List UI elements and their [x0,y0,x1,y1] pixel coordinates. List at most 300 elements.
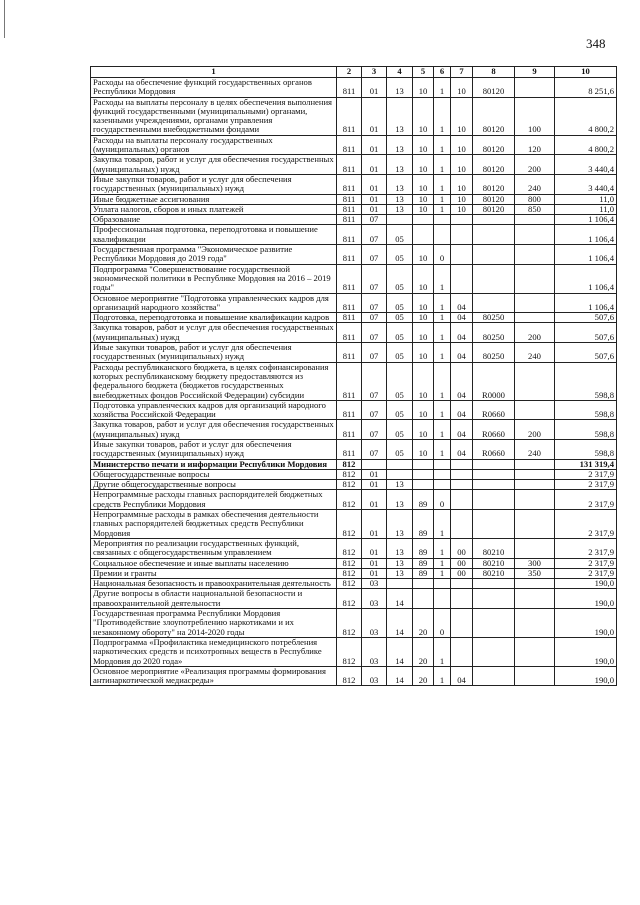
row-name-cell: Национальная безопасность и правоохранительная деятельность [91,579,337,589]
row-grbs-cell: 811 [337,194,362,204]
row-direction-cell: 80120 [473,204,515,214]
row-subsection-cell: 05 [387,343,413,363]
row-section-cell: 07 [362,293,387,313]
header-cell-6: 6 [434,67,451,78]
row-name-cell: Другие общегосударственные вопросы [91,480,337,490]
row-expense-type-cell: 850 [515,204,555,214]
row-grbs-cell: 812 [337,459,362,469]
row-subprogram-cell [434,589,451,609]
row-name-cell: Основное мероприятие "Подготовка управленческих кадров для организаций народного хозяйства" [91,293,337,313]
row-program-cell: 10 [413,400,434,420]
page-number: 348 [586,36,606,51]
row-subprogram-cell: 1 [434,538,451,558]
row-direction-cell: 80120 [473,97,515,135]
budget-table [90,66,617,686]
row-expense-type-cell: 200 [515,323,555,343]
row-section-cell: 01 [362,510,387,539]
row-subprogram-cell: 1 [434,313,451,323]
row-name-cell: Подпрограмма «Профилактика немедицинского потребления наркотических средств и психотропных веществ в Республике Мордовия до 2020 года» [91,637,337,666]
row-program-cell: 10 [413,204,434,214]
row-section-cell: 01 [362,155,387,175]
row-expense-type-cell: 120 [515,135,555,155]
row-direction-cell [473,510,515,539]
row-section-cell: 01 [362,469,387,479]
row-section-cell: 01 [362,78,387,98]
row-grbs-cell: 812 [337,510,362,539]
row-expense-type-cell [515,469,555,479]
row-subprogram-cell: 1 [434,362,451,400]
row-direction-cell [473,609,515,638]
table-row [91,579,617,589]
table-row [91,510,617,539]
row-expense-type-cell [515,579,555,589]
row-program-cell [413,589,434,609]
row-program-cell: 10 [413,343,434,363]
row-grbs-cell: 812 [337,609,362,638]
row-amount-cell: 2 317,9 [555,510,617,539]
row-event-cell: 04 [451,666,473,686]
row-amount-cell: 507,6 [555,323,617,343]
table-row [91,589,617,609]
row-direction-cell [473,293,515,313]
row-direction-cell [473,490,515,510]
row-section-cell: 01 [362,558,387,568]
row-event-cell: 10 [451,194,473,204]
row-amount-cell: 4 800,2 [555,97,617,135]
table-row [91,490,617,510]
row-grbs-cell: 812 [337,666,362,686]
row-program-cell: 89 [413,538,434,558]
row-program-cell: 10 [413,155,434,175]
row-section-cell: 01 [362,174,387,194]
row-program-cell: 89 [413,490,434,510]
row-name-cell: Государственная программа Республики Мордовия "Противодействие злоупотреблению наркотиками и их незаконному обороту" на 2014-2020 годы [91,609,337,638]
row-expense-type-cell: 200 [515,155,555,175]
row-subprogram-cell: 1 [434,510,451,539]
table-row [91,558,617,568]
row-name-cell: Непрограммные расходы в рамках обеспечения деятельности главных распорядителей бюджетных средств Республики Мордовия [91,510,337,539]
row-section-cell: 07 [362,420,387,440]
row-grbs-cell: 812 [337,579,362,589]
row-direction-cell [473,225,515,245]
row-expense-type-cell [515,225,555,245]
row-grbs-cell: 811 [337,225,362,245]
row-section-cell: 01 [362,490,387,510]
row-direction-cell: R0000 [473,362,515,400]
row-section-cell: 07 [362,400,387,420]
row-grbs-cell: 811 [337,155,362,175]
row-subprogram-cell: 1 [434,637,451,666]
row-expense-type-cell [515,245,555,265]
table-row [91,97,617,135]
row-name-cell: Закупка товаров, работ и услуг для обеспечения государственных (муниципальных) нужд [91,155,337,175]
row-program-cell [413,215,434,225]
row-subprogram-cell: 1 [434,135,451,155]
row-amount-cell: 8 251,6 [555,78,617,98]
row-program-cell: 10 [413,420,434,440]
row-section-cell: 07 [362,245,387,265]
header-cell-3: 3 [362,67,387,78]
row-subprogram-cell: 1 [434,174,451,194]
row-amount-cell: 2 317,9 [555,480,617,490]
row-subprogram-cell: 0 [434,609,451,638]
row-name-cell: Государственная программа "Экономическое развитие Республики Мордовия до 2019 года" [91,245,337,265]
table-row [91,568,617,578]
row-grbs-cell: 811 [337,215,362,225]
table-row [91,293,617,313]
row-subsection-cell: 13 [387,510,413,539]
row-amount-cell: 190,0 [555,666,617,686]
row-section-cell: 01 [362,204,387,214]
row-expense-type-cell: 350 [515,568,555,578]
row-program-cell [413,225,434,245]
row-program-cell: 20 [413,637,434,666]
row-subprogram-cell: 1 [434,323,451,343]
row-name-cell: Премии и гранты [91,568,337,578]
row-subsection-cell: 14 [387,609,413,638]
page-corner-mark [0,0,5,38]
row-subprogram-cell: 1 [434,420,451,440]
row-subprogram-cell: 1 [434,78,451,98]
row-section-cell: 07 [362,439,387,459]
row-subprogram-cell: 1 [434,439,451,459]
row-event-cell [451,245,473,265]
row-subsection-cell: 05 [387,225,413,245]
row-event-cell [451,579,473,589]
row-subsection-cell: 13 [387,558,413,568]
row-expense-type-cell [515,264,555,293]
row-direction-cell [473,637,515,666]
row-subsection-cell [387,579,413,589]
row-amount-cell: 190,0 [555,609,617,638]
row-direction-cell: 80250 [473,313,515,323]
row-expense-type-cell [515,313,555,323]
row-amount-cell: 190,0 [555,579,617,589]
row-subsection-cell [387,459,413,469]
row-expense-type-cell [515,538,555,558]
row-event-cell: 00 [451,568,473,578]
row-subsection-cell: 05 [387,323,413,343]
row-section-cell: 03 [362,579,387,589]
row-subprogram-cell: 0 [434,490,451,510]
row-direction-cell [473,215,515,225]
row-section-cell: 01 [362,568,387,578]
row-name-cell: Расходы на выплаты персоналу в целях обеспечения выполнения функций государственными (муниципальными) органами, казенными учреждениями, органами управления государственными внебюджетными фондами [91,97,337,135]
row-amount-cell: 507,6 [555,313,617,323]
table-row [91,204,617,214]
row-event-cell [451,510,473,539]
row-program-cell [413,469,434,479]
table-row [91,225,617,245]
row-name-cell: Подготовка управленческих кадров для организаций народного хозяйства Российской Федерации [91,400,337,420]
row-name-cell: Иные бюджетные ассигнования [91,194,337,204]
row-direction-cell: 80120 [473,135,515,155]
row-section-cell: 07 [362,362,387,400]
row-grbs-cell: 811 [337,293,362,313]
row-amount-cell: 190,0 [555,589,617,609]
table-row [91,155,617,175]
row-direction-cell [473,666,515,686]
row-program-cell: 10 [413,293,434,313]
row-expense-type-cell [515,293,555,313]
row-name-cell: Непрограммные расходы главных распорядителей бюджетных средств Республики Мордовия [91,490,337,510]
row-direction-cell [473,480,515,490]
row-program-cell: 10 [413,194,434,204]
row-grbs-cell: 811 [337,362,362,400]
row-grbs-cell: 811 [337,174,362,194]
row-grbs-cell: 811 [337,323,362,343]
row-subsection-cell: 14 [387,637,413,666]
row-amount-cell: 131 319,4 [555,459,617,469]
row-name-cell: Закупка товаров, работ и услуг для обеспечения государственных (муниципальных) нужд [91,323,337,343]
row-program-cell: 89 [413,510,434,539]
row-expense-type-cell [515,362,555,400]
table-row [91,174,617,194]
row-name-cell: Иные закупки товаров, работ и услуг для обеспечения государственных (муниципальных) нужд [91,439,337,459]
row-grbs-cell: 811 [337,78,362,98]
row-amount-cell: 598,8 [555,362,617,400]
row-section-cell: 03 [362,666,387,686]
row-subsection-cell: 13 [387,204,413,214]
row-program-cell: 20 [413,666,434,686]
row-expense-type-cell: 100 [515,97,555,135]
row-name-cell: Иные закупки товаров, работ и услуг для обеспечения государственных (муниципальных) нужд [91,174,337,194]
row-subprogram-cell: 0 [434,245,451,265]
row-section-cell: 07 [362,215,387,225]
row-expense-type-cell [515,666,555,686]
row-grbs-cell: 811 [337,343,362,363]
row-expense-type-cell: 300 [515,558,555,568]
row-subprogram-cell: 1 [434,293,451,313]
table-row [91,666,617,686]
row-subprogram-cell [434,215,451,225]
row-direction-cell: R0660 [473,439,515,459]
row-direction-cell [473,469,515,479]
row-program-cell [413,480,434,490]
row-amount-cell: 598,8 [555,400,617,420]
row-expense-type-cell: 240 [515,343,555,363]
row-section-cell: 07 [362,343,387,363]
row-subprogram-cell: 1 [434,194,451,204]
header-cell-4: 4 [387,67,413,78]
row-event-cell [451,480,473,490]
row-direction-cell: 80210 [473,538,515,558]
table-row [91,245,617,265]
header-cell-8: 8 [473,67,515,78]
row-subsection-cell: 13 [387,97,413,135]
row-amount-cell: 598,8 [555,420,617,440]
budget-table-body [91,67,617,686]
row-section-cell [362,459,387,469]
table-row [91,400,617,420]
row-amount-cell: 2 317,9 [555,469,617,479]
row-direction-cell: 80250 [473,323,515,343]
row-amount-cell: 1 106,4 [555,264,617,293]
table-row [91,343,617,363]
row-expense-type-cell: 240 [515,174,555,194]
row-event-cell [451,459,473,469]
row-grbs-cell: 811 [337,420,362,440]
table-header-row [91,67,617,78]
row-grbs-cell: 812 [337,637,362,666]
row-expense-type-cell: 800 [515,194,555,204]
row-grbs-cell: 811 [337,400,362,420]
row-subsection-cell: 13 [387,78,413,98]
row-subsection-cell: 14 [387,666,413,686]
row-name-cell: Расходы на обеспечение функций государственных органов Республики Мордовия [91,78,337,98]
row-amount-cell: 1 106,4 [555,245,617,265]
row-name-cell: Мероприятия по реализации государственных функций, связанных с общегосударственным управлением [91,538,337,558]
row-section-cell: 07 [362,264,387,293]
row-direction-cell: R0660 [473,420,515,440]
row-section-cell: 01 [362,480,387,490]
row-amount-cell: 3 440,4 [555,174,617,194]
row-direction-cell [473,459,515,469]
row-event-cell: 10 [451,97,473,135]
row-subprogram-cell: 1 [434,343,451,363]
row-event-cell [451,215,473,225]
row-amount-cell: 2 317,9 [555,538,617,558]
row-subsection-cell: 05 [387,293,413,313]
row-expense-type-cell [515,400,555,420]
row-subsection-cell: 13 [387,538,413,558]
header-cell-9: 9 [515,67,555,78]
row-event-cell [451,264,473,293]
row-subsection-cell: 05 [387,264,413,293]
row-program-cell: 89 [413,568,434,578]
row-subsection-cell: 13 [387,568,413,578]
row-subsection-cell: 13 [387,490,413,510]
row-event-cell [451,225,473,245]
row-expense-type-cell [515,490,555,510]
row-program-cell: 10 [413,313,434,323]
row-program-cell [413,459,434,469]
row-event-cell: 10 [451,135,473,155]
row-subsection-cell [387,469,413,479]
row-subprogram-cell [434,579,451,589]
row-program-cell: 10 [413,245,434,265]
row-event-cell: 04 [451,439,473,459]
row-event-cell [451,469,473,479]
row-event-cell: 04 [451,362,473,400]
row-subprogram-cell: 1 [434,97,451,135]
row-direction-cell: R0660 [473,400,515,420]
row-grbs-cell: 812 [337,480,362,490]
row-event-cell: 00 [451,558,473,568]
row-amount-cell: 1 106,4 [555,293,617,313]
row-name-cell: Уплата налогов, сборов и иных платежей [91,204,337,214]
row-grbs-cell: 811 [337,97,362,135]
row-expense-type-cell [515,589,555,609]
row-subsection-cell: 13 [387,174,413,194]
row-event-cell [451,490,473,510]
row-subsection-cell: 13 [387,480,413,490]
row-name-cell: Министерство печати и информации Республики Мордовия [91,459,337,469]
header-cell-7: 7 [451,67,473,78]
row-subprogram-cell: 1 [434,400,451,420]
row-event-cell [451,637,473,666]
row-name-cell: Подготовка, переподготовка и повышение квалификации кадров [91,313,337,323]
table-row [91,459,617,469]
row-section-cell: 03 [362,637,387,666]
row-expense-type-cell [515,459,555,469]
row-direction-cell: 80120 [473,155,515,175]
row-expense-type-cell [515,637,555,666]
row-program-cell: 10 [413,97,434,135]
row-name-cell: Профессиональная подготовка, переподготовка и повышение квалификации [91,225,337,245]
header-cell-5: 5 [413,67,434,78]
table-row [91,215,617,225]
row-subprogram-cell [434,469,451,479]
row-amount-cell: 2 317,9 [555,568,617,578]
row-name-cell: Общегосударственные вопросы [91,469,337,479]
row-program-cell: 10 [413,78,434,98]
row-expense-type-cell [515,480,555,490]
row-grbs-cell: 812 [337,469,362,479]
row-section-cell: 07 [362,323,387,343]
row-subsection-cell: 05 [387,245,413,265]
row-expense-type-cell [515,78,555,98]
row-name-cell: Закупка товаров, работ и услуг для обеспечения государственных (муниципальных) нужд [91,420,337,440]
row-grbs-cell: 811 [337,135,362,155]
row-event-cell: 04 [451,400,473,420]
row-direction-cell: 80120 [473,194,515,204]
row-direction-cell: 80120 [473,174,515,194]
table-row [91,135,617,155]
row-event-cell: 04 [451,293,473,313]
table-row [91,194,617,204]
row-section-cell: 01 [362,97,387,135]
row-program-cell: 10 [413,323,434,343]
row-name-cell: Основное мероприятие «Реализация программы формирования антинаркотической медиасреды» [91,666,337,686]
header-cell-1: 1 [91,67,337,78]
row-name-cell: Социальное обеспечение и иные выплаты населению [91,558,337,568]
row-section-cell: 03 [362,589,387,609]
row-amount-cell: 11,0 [555,204,617,214]
row-grbs-cell: 811 [337,313,362,323]
row-name-cell: Расходы на выплаты персоналу государственных (муниципальных) органов [91,135,337,155]
row-section-cell: 01 [362,538,387,558]
row-grbs-cell: 811 [337,439,362,459]
row-name-cell: Расходы республиканского бюджета, в целях софинансирования которых республиканскому бюджету предоставляются из федерального бюджета (бюджетов государственных внебюджетных фондов Российской Федерации) субсидии [91,362,337,400]
row-amount-cell: 3 440,4 [555,155,617,175]
row-direction-cell: 80120 [473,78,515,98]
row-amount-cell: 4 800,2 [555,135,617,155]
row-subsection-cell: 05 [387,420,413,440]
table-row [91,78,617,98]
row-expense-type-cell: 240 [515,439,555,459]
row-subprogram-cell: 1 [434,204,451,214]
row-subprogram-cell: 1 [434,568,451,578]
row-expense-type-cell: 200 [515,420,555,440]
row-grbs-cell: 812 [337,589,362,609]
table-row [91,538,617,558]
table-row [91,439,617,459]
row-subsection-cell: 05 [387,439,413,459]
row-subprogram-cell [434,459,451,469]
row-amount-cell: 1 106,4 [555,225,617,245]
row-direction-cell [473,579,515,589]
row-subprogram-cell: 1 [434,558,451,568]
row-subsection-cell: 13 [387,135,413,155]
row-section-cell: 07 [362,313,387,323]
row-event-cell: 04 [451,420,473,440]
row-event-cell: 10 [451,78,473,98]
table-row [91,362,617,400]
table-row [91,264,617,293]
table-row [91,609,617,638]
table-row [91,469,617,479]
